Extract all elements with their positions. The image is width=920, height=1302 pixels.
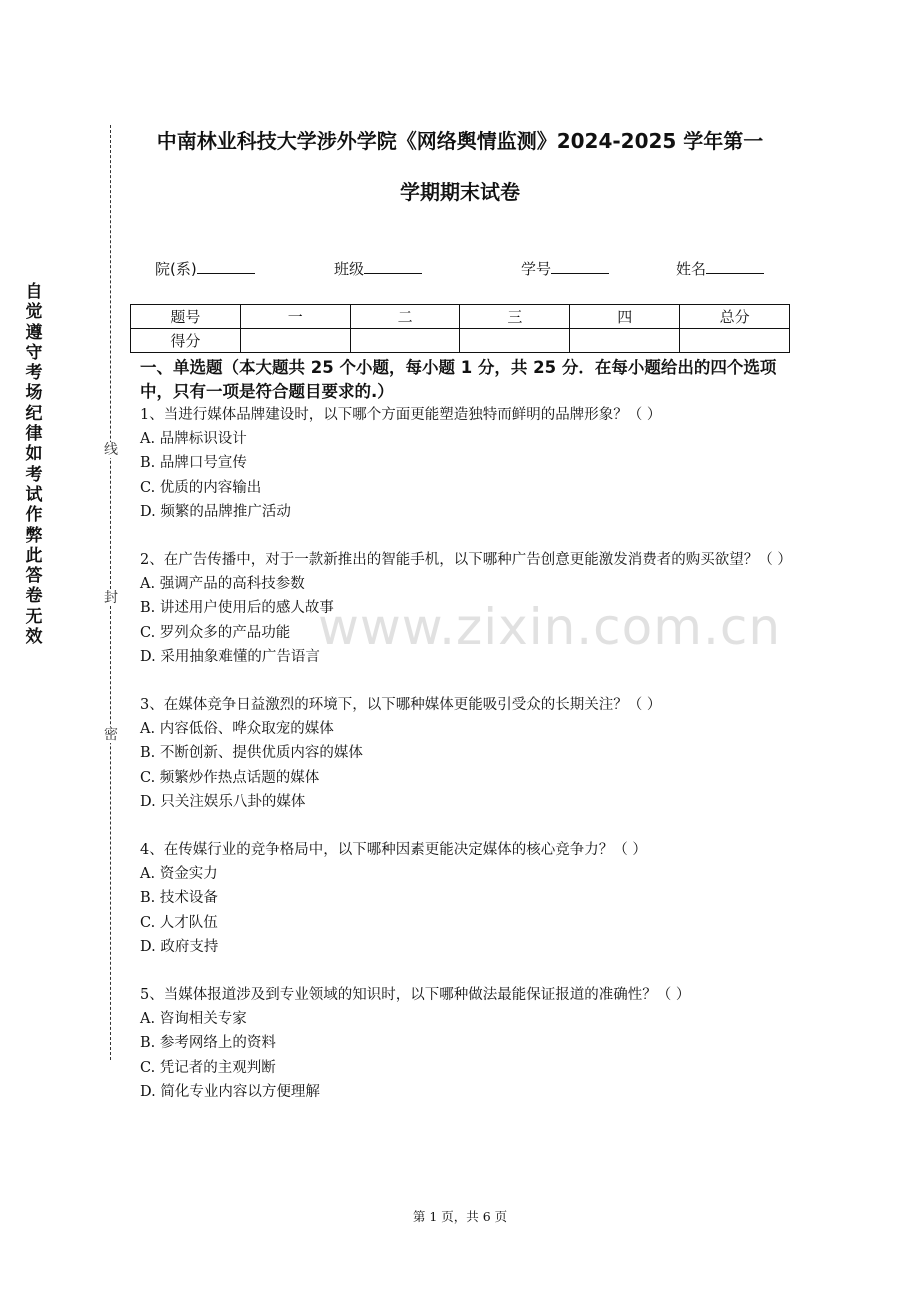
department-label: 院(系) (155, 260, 197, 278)
class-label: 班级 (334, 260, 365, 278)
name-label: 姓名 (676, 260, 707, 278)
question-text: 2、在广告传播中，对于一款新推出的智能手机，以下哪种广告创意更能激发消费者的购买欲望？（ ） (140, 552, 792, 569)
question-text: 3、在媒体竞争日益激烈的环境下，以下哪种媒体更能吸引受众的长期关注？（ ） (140, 697, 662, 714)
question-option: A. 品牌标识设计 (140, 431, 247, 448)
score-header-cell: 二 (350, 305, 460, 329)
score-table (130, 304, 790, 353)
score-cell[interactable] (460, 329, 570, 353)
question-option: D. 采用抽象难懂的广告语言 (140, 648, 320, 665)
score-table-score-row (131, 329, 790, 353)
name-field[interactable] (676, 258, 764, 279)
question-option: D. 简化专业内容以方便理解 (140, 1083, 320, 1100)
question-option: C. 凭记者的主观判断 (140, 1059, 276, 1076)
question-option: D. 频繁的品牌推广活动 (140, 503, 291, 520)
seal-mark-seal: 封 (104, 590, 118, 606)
score-header-cell: 一 (240, 305, 350, 329)
class-field[interactable] (334, 258, 422, 279)
score-table-header-row (131, 305, 790, 329)
exam-title-line1: 中南林业科技大学涉外学院《网络舆情监测》2024-2025 学年第一 (156, 129, 764, 153)
question-option: C. 频繁炒作热点话题的媒体 (140, 769, 320, 786)
score-header-cell: 四 (570, 305, 680, 329)
score-header-cell: 三 (460, 305, 570, 329)
question-option: B. 不断创新、提供优质内容的媒体 (140, 745, 363, 762)
question-option: D. 只关注娱乐八卦的媒体 (140, 793, 306, 810)
question-text: 4、在传媒行业的竞争格局中，以下哪种因素更能决定媒体的核心竞争力？（ ） (140, 842, 647, 859)
question-option: C. 人才队伍 (140, 914, 218, 931)
section-title: 一、单选题（本大题共 25 个小题，每小题 1 分，共 25 分．在每小题给出的四个选项中，只有一项是符合题目要求的.） (140, 358, 777, 401)
question-item (140, 693, 790, 814)
question-item (140, 983, 790, 1104)
question-option: B. 技术设备 (140, 890, 218, 907)
score-cell[interactable] (570, 329, 680, 353)
name-blank[interactable] (706, 258, 764, 274)
question-option: A. 资金实力 (140, 866, 218, 883)
score-cell[interactable] (680, 329, 790, 353)
question-item (140, 838, 790, 959)
question-option: B. 品牌口号宣传 (140, 455, 247, 472)
student-id-blank[interactable] (551, 258, 609, 274)
score-cell[interactable] (350, 329, 460, 353)
question-item (140, 403, 790, 524)
class-blank[interactable] (364, 258, 422, 274)
score-header-cell: 题号 (131, 305, 241, 329)
department-field[interactable] (155, 258, 255, 279)
student-id-label: 学号 (521, 260, 552, 278)
score-row-label: 得分 (131, 329, 241, 353)
seal-mark-line: 线 (104, 442, 118, 458)
question-text: 5、当媒体报道涉及到专业领域的知识时，以下哪种做法最能保证报道的准确性？（ ） (140, 987, 691, 1004)
question-list (140, 403, 790, 1128)
question-option: C. 罗列众多的产品功能 (140, 624, 291, 641)
question-option: A. 内容低俗、哗众取宠的媒体 (140, 721, 334, 738)
score-header-cell: 总分 (680, 305, 790, 329)
exam-title-line2: 学期期末试卷 (400, 180, 520, 204)
question-option: D. 政府支持 (140, 938, 219, 955)
question-option: B. 讲述用户使用后的感人故事 (140, 600, 334, 617)
department-blank[interactable] (197, 258, 255, 274)
watermark: www.zixin.com.cn (318, 598, 782, 656)
score-cell[interactable] (240, 329, 350, 353)
page-footer: 第 1 页，共 6 页 (412, 1209, 508, 1224)
question-text: 1、当进行媒体品牌建设时，以下哪个方面更能塑造独特而鲜明的品牌形象？（ ） (140, 407, 662, 423)
seal-mark-secret: 密 (104, 727, 118, 743)
question-option: C. 优质的内容输出 (140, 479, 262, 496)
exam-discipline-notice: 自觉遵守考场纪律如考试作弊此答卷无效 (25, 282, 43, 648)
question-option: A. 咨询相关专家 (140, 1011, 247, 1028)
student-id-field[interactable] (521, 258, 609, 279)
question-option: B. 参考网络上的资料 (140, 1035, 276, 1052)
question-option: A. 强调产品的高科技参数 (140, 576, 305, 593)
